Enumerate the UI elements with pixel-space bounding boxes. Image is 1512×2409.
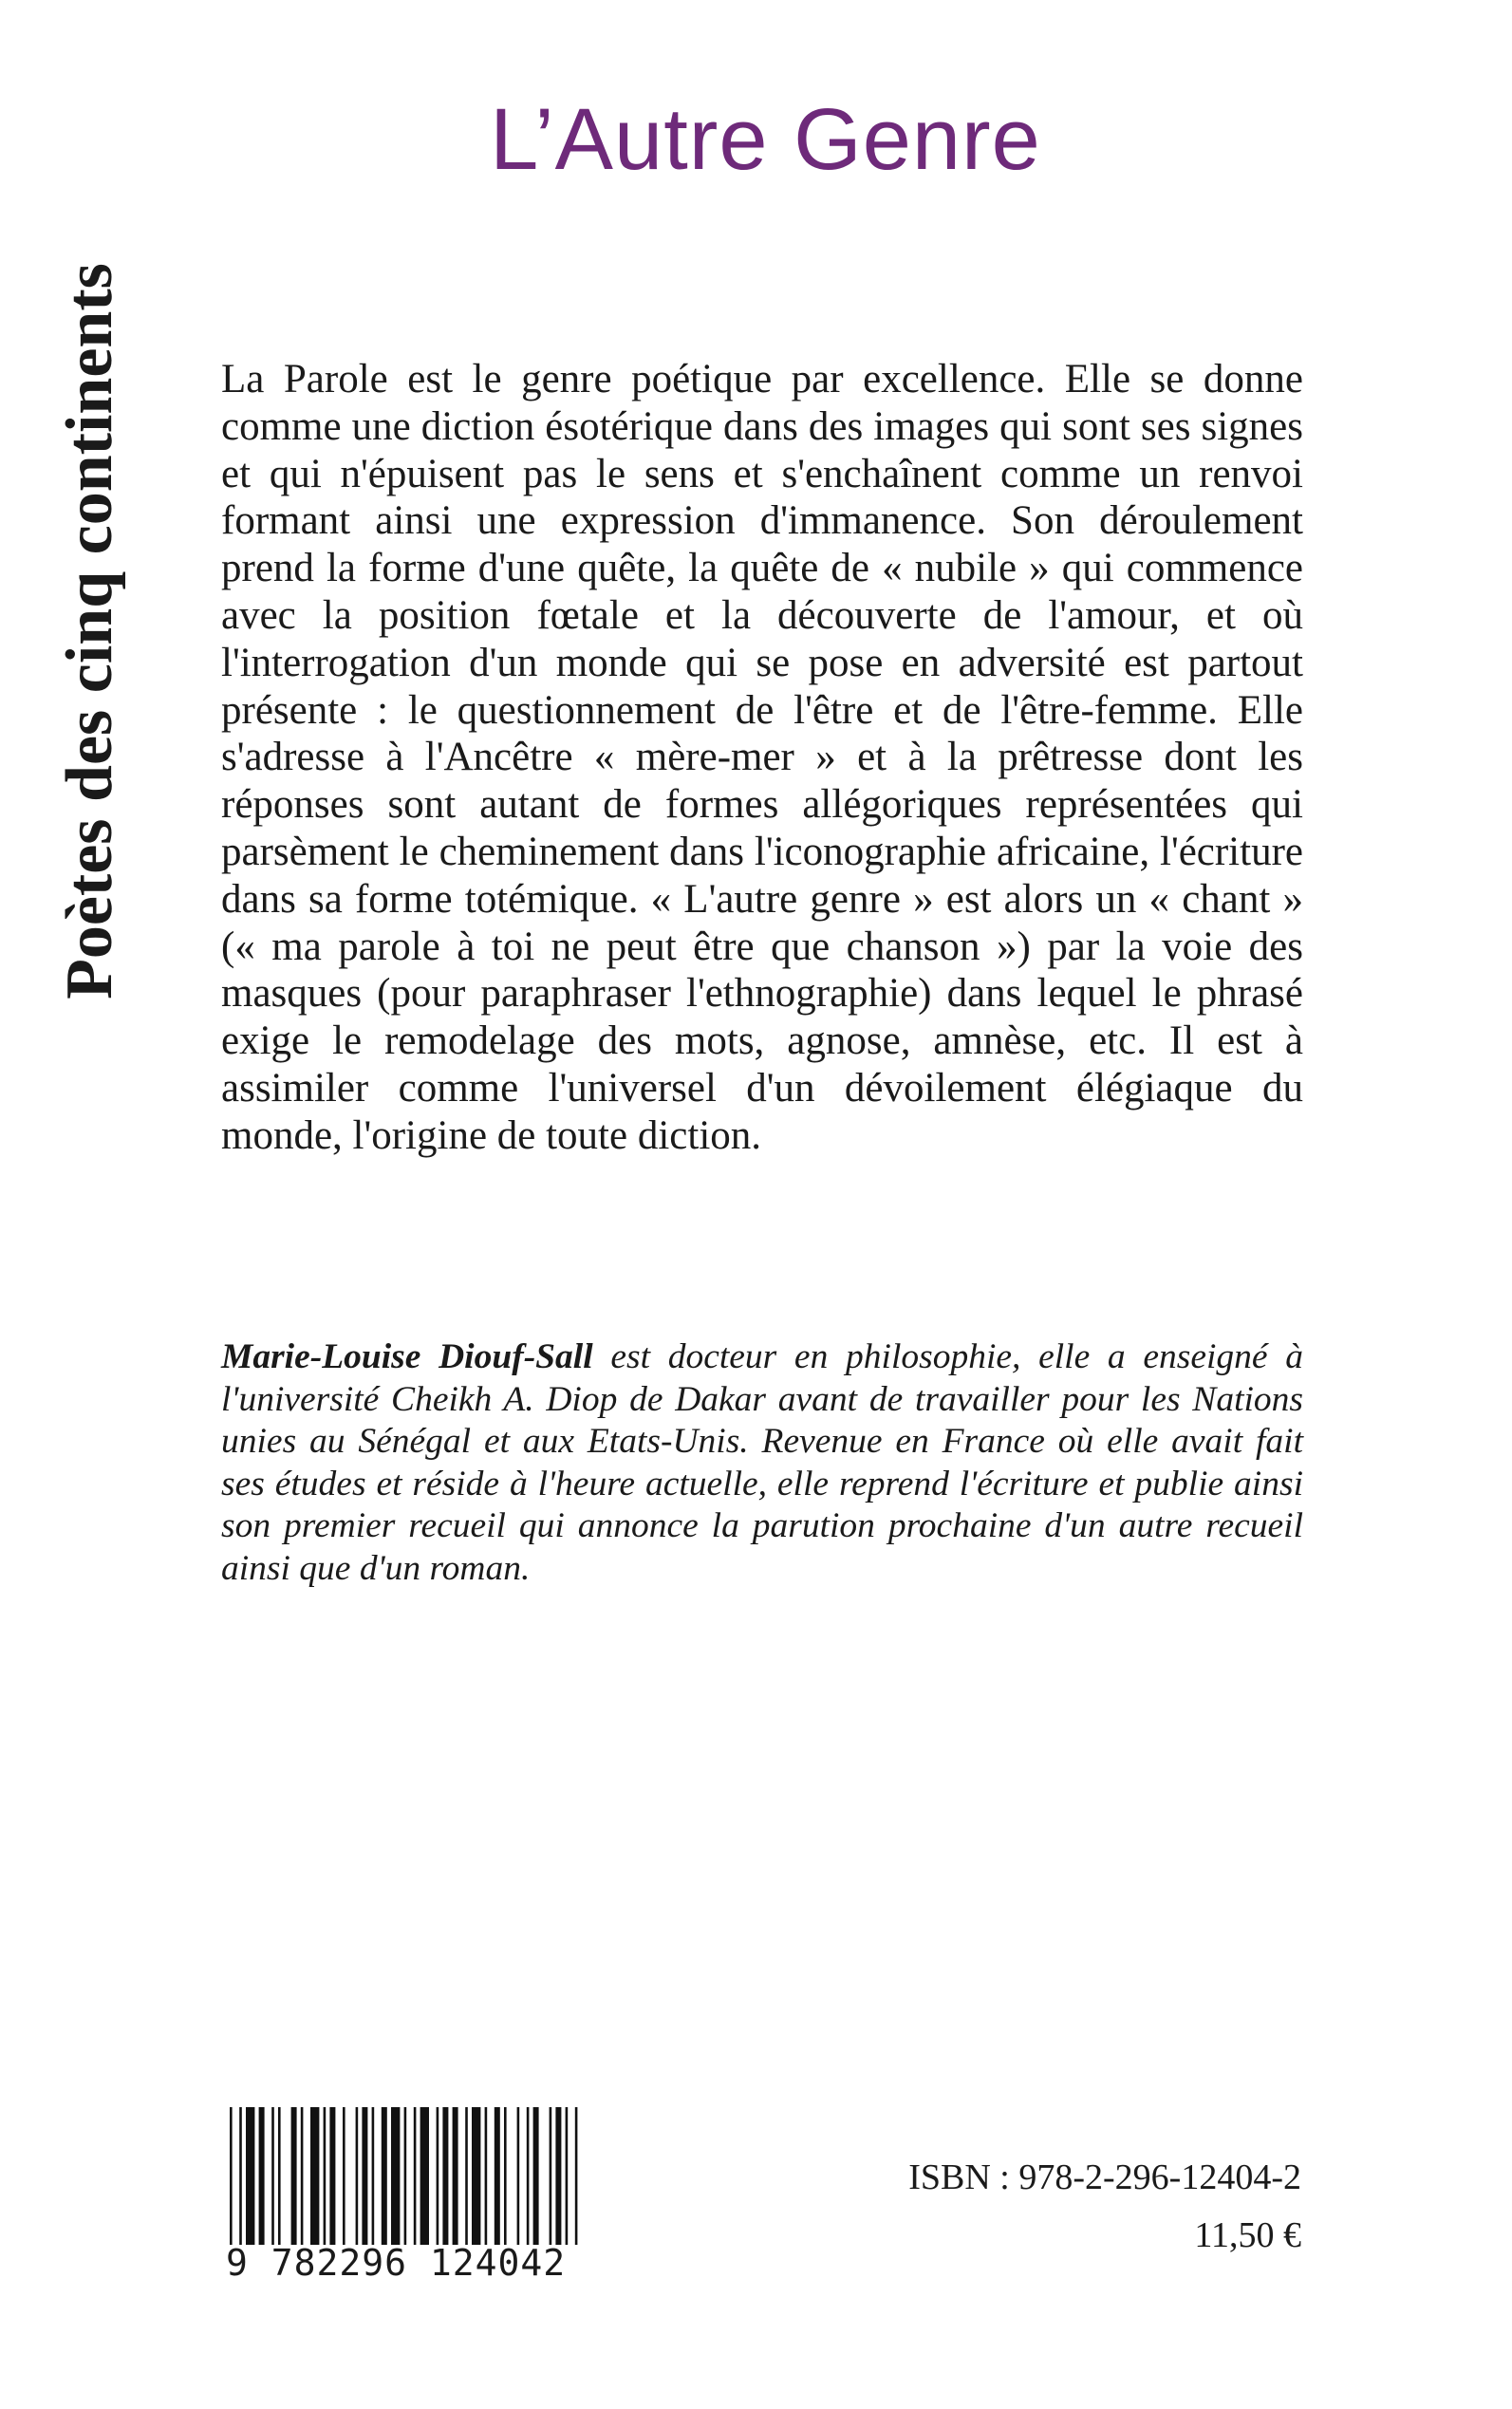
barcode-bar [533,2107,539,2245]
book-description: La Parole est le genre poétique par excellence. Elle se donne comme une diction ésotérique dans des images qui sont ses signes et qui n'épuisent pas le sens et s'enchaînent comme un renvoi formant ainsi une expression d'immanence. Son déroulement prend la forme d'une quête, la quête de « nubile » qui commence avec la position fœtale et la découverte de l'amour, et où l'interrogation d'un monde qui se pose en adversité est partout présente : le questionnement de l'être et de l'être-femme. Elle s'adresse à l'Ancêtre « mère-mer » et à la prêtresse dont les réponses sont autant de formes allégoriques représentées qui parsèment le cheminement dans l'iconographie africaine, l'écriture dans sa forme totémique. « L'autre genre » est alors un « chant » (« ma parole à toi ne peut être que chanson ») par la voie des masques (pour paraphraser l'ethnographie) dans lequel le phrasé exige le remodelage des mots, agnose, amnèse, etc. Il est à assimiler comme l'universel d'un dévoilement élégiaque du monde, l'origine de toute diction. [221,357,1303,1158]
barcode-bar [555,2107,561,2245]
book-title: L’Autre Genre [490,91,1041,188]
barcode-bar [278,2107,281,2245]
author-name: Marie-Louise Diouf-Sall [221,1337,593,1376]
price: 11,50 € [1194,2215,1301,2255]
barcode [226,2107,587,2245]
barcode-bar [382,2107,387,2245]
barcode-bar [485,2107,488,2245]
barcode-bar [442,2107,448,2245]
barcode-bar [291,2107,297,2245]
barcode-bar [465,2107,468,2245]
spine-series-title [33,190,147,1073]
barcode-bar [301,2107,304,2245]
barcode-bar [404,2107,407,2245]
barcode-bar [324,2107,327,2245]
barcode-bar [504,2107,507,2245]
barcode-bars [226,2107,587,2245]
barcode-bar [527,2107,530,2245]
barcode-bar [495,2107,500,2245]
barcode-bar [246,2107,254,2245]
barcode-bar [575,2107,578,2245]
barcode-bar [414,2107,417,2245]
barcode-bar [437,2107,439,2245]
barcode-bar [362,2107,367,2245]
barcode-bar [230,2107,233,2245]
barcode-bar [271,2107,274,2245]
barcode-bar [420,2107,429,2245]
barcode-bar [391,2107,400,2245]
barcode-bar [239,2107,242,2245]
barcode-bar [259,2107,265,2245]
barcode-bar [372,2107,375,2245]
barcode-bar [566,2107,569,2245]
barcode-bar [517,2107,520,2245]
barcode-digits: 9 782296 124042 [226,2242,567,2284]
barcode-bar [453,2107,458,2245]
barcode-bar [329,2107,335,2245]
barcode-bar [343,2107,345,2245]
barcode-bar [550,2107,552,2245]
barcode-bar [310,2107,319,2245]
series-title-text: Poètes des cinq continents [53,263,126,999]
author-bio [221,1336,1303,1590]
barcode-bar [356,2107,359,2245]
barcode-bar [472,2107,480,2245]
author-bio-text: est docteur en philosophie, elle a enseigné à l'université Cheikh A. Diop de Dakar avant de travailler pour les Nations unies au Sénégal et aux Etats-Unis. Revenue en France où elle avait fait ses études et réside à l'heure actuelle, elle reprend l'écriture et publie ainsi son premier recueil qui annonce la parution prochaine d'un autre recueil ainsi que d'un roman. [221,1337,1304,1588]
isbn: ISBN : 978-2-296-12404-2 [908,2157,1301,2197]
